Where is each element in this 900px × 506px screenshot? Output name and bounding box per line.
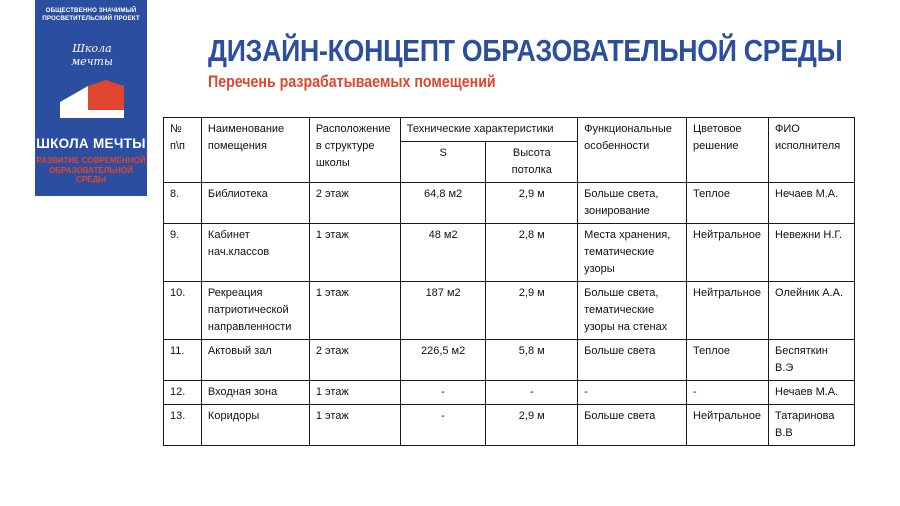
cell-author: Нечаев М.А. — [769, 183, 855, 224]
cell-author: Олейник А.А. — [769, 282, 855, 340]
cell-features: Больше света, зонирование — [578, 183, 687, 224]
cell-name: Входная зона — [201, 381, 309, 405]
house-logo-icon — [60, 80, 124, 118]
cell-color: Теплое — [687, 340, 769, 381]
cell-area: - — [400, 381, 486, 405]
header-name: Наименование помещения — [201, 118, 309, 183]
cell-features: - — [578, 381, 687, 405]
table-header-row — [164, 118, 855, 142]
cell-features: Больше света — [578, 405, 687, 446]
cell-num: 13. — [164, 405, 202, 446]
cell-height: 2,9 м — [486, 282, 578, 340]
table-row — [164, 183, 855, 224]
header-location: Расположение в структуре школы — [309, 118, 400, 183]
header-author: ФИО исполнителя — [769, 118, 855, 183]
header-tech: Технические характеристики — [400, 118, 577, 142]
table-row — [164, 340, 855, 381]
cell-area: 48 м2 — [400, 224, 486, 282]
cell-location: 1 этаж — [309, 405, 400, 446]
cell-location: 1 этаж — [309, 381, 400, 405]
cell-area: - — [400, 405, 486, 446]
brand-title: ШКОЛА МЕЧТЫ — [36, 136, 146, 151]
cell-height: - — [486, 381, 578, 405]
cell-num: 12. — [164, 381, 202, 405]
table-row — [164, 405, 855, 446]
cell-height: 5,8 м — [486, 340, 578, 381]
cell-author: Невежни Н.Г. — [769, 224, 855, 282]
cell-location: 2 этаж — [309, 340, 400, 381]
cell-name: Кабинет нач.классов — [201, 224, 309, 282]
header-area: S — [400, 142, 486, 183]
brand-tagline: ОБЩЕСТВЕННО ЗНАЧИМЫЙ ПРОСВЕТИТЕЛЬСКИЙ ПРОЕКТ — [42, 7, 140, 22]
rooms-table — [163, 117, 855, 446]
cell-area: 226,5 м2 — [400, 340, 486, 381]
table-row — [164, 224, 855, 282]
header-height: Высота потолка — [486, 142, 578, 183]
cell-author: Беспяткин В.Э — [769, 340, 855, 381]
cell-name: Коридоры — [201, 405, 309, 446]
cell-location: 2 этаж — [309, 183, 400, 224]
table-row — [164, 282, 855, 340]
cell-name: Библиотека — [201, 183, 309, 224]
table-row — [164, 381, 855, 405]
cell-area: 64,8 м2 — [400, 183, 486, 224]
cell-features: Больше света, тематические узоры на стенах — [578, 282, 687, 340]
header-color: Цветовое решение — [687, 118, 769, 183]
cell-color: Нейтральное — [687, 224, 769, 282]
cell-color: Нейтральное — [687, 282, 769, 340]
cell-author: Татаринова В.В — [769, 405, 855, 446]
cell-area: 187 м2 — [400, 282, 486, 340]
cell-color: Нейтральное — [687, 405, 769, 446]
cell-location: 1 этаж — [309, 282, 400, 340]
brand-panel — [35, 0, 147, 196]
cell-num: 8. — [164, 183, 202, 224]
cell-location: 1 этаж — [309, 224, 400, 282]
cell-height: 2,9 м — [486, 183, 578, 224]
cell-num: 10. — [164, 282, 202, 340]
cell-num: 11. — [164, 340, 202, 381]
cell-num: 9. — [164, 224, 202, 282]
page-title: ДИЗАЙН-КОНЦЕПТ ОБРАЗОВАТЕЛЬНОЙ СРЕДЫ — [208, 33, 843, 68]
cell-features: Места хранения, тематические узоры — [578, 224, 687, 282]
cell-features: Больше света — [578, 340, 687, 381]
page-subtitle: Перечень разрабатываемых помещений — [208, 73, 496, 91]
cell-height: 2,8 м — [486, 224, 578, 282]
script-logo: Школа мечты — [71, 42, 113, 68]
header-features: Функциональные особенности — [578, 118, 687, 183]
brand-subtitle: РАЗВИТИЕ СОВРЕМЕННОЙ ОБРАЗОВАТЕЛЬНОЙ СРЕДЫ — [36, 156, 146, 184]
header-num: № п\п — [164, 118, 202, 183]
cell-name: Актовый зал — [201, 340, 309, 381]
cell-name: Рекреация патриотической направленности — [201, 282, 309, 340]
cell-author: Нечаев М.А. — [769, 381, 855, 405]
cell-height: 2,9 м — [486, 405, 578, 446]
cell-color: Теплое — [687, 183, 769, 224]
cell-color: - — [687, 381, 769, 405]
